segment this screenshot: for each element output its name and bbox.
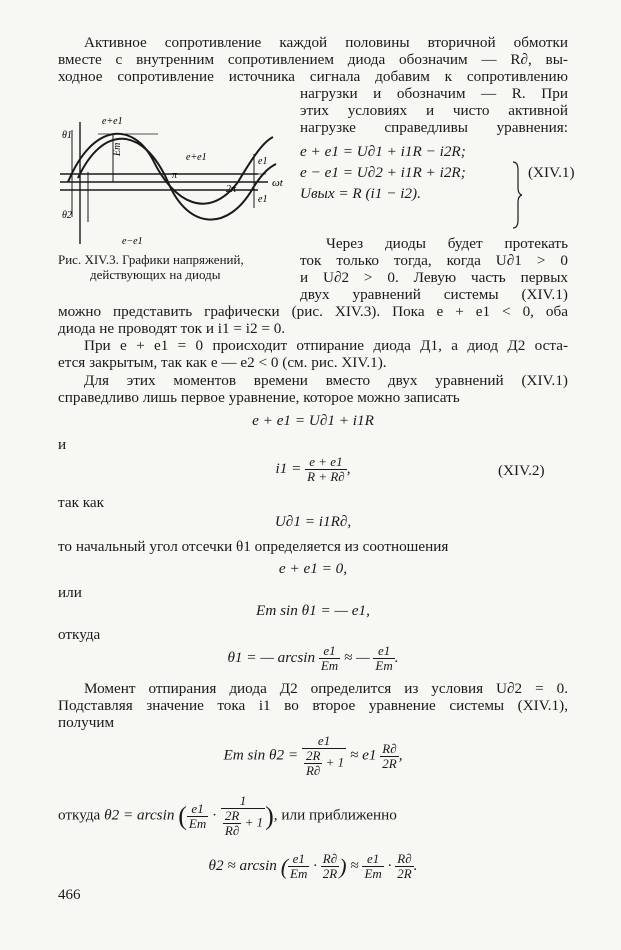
text-line: двух уравнений системы (XIV.1)	[300, 286, 568, 303]
equation-system-line-2: e − e1 = U∂2 + i1R + i2R;	[300, 164, 466, 181]
label-e1-bottom: e1	[258, 194, 268, 205]
label-e-plus-top: e+e1	[102, 116, 123, 127]
text-line: можно представить графически (рис. XIV.3). Пока e + e1 < 0, оба	[58, 303, 568, 320]
text-line: так как	[58, 494, 105, 511]
equation: e + e1 = U∂1 + i1R	[252, 412, 374, 429]
figure-caption: Рис. XIV.3. Графики напряжений,	[58, 252, 244, 267]
equation: Em sin θ1 = — e1,	[256, 602, 370, 619]
text-line: и	[58, 436, 67, 453]
page-number: 466	[58, 887, 81, 903]
equation-theta2-approx: θ2 ≈ arcsin ( $\frac{e1}{Em}$ · $\frac{R\partial}{2R}$ ) ≈ $\frac{e1}{Em}$ · $\frac{R\partial}{2R}$ .	[208, 851, 418, 881]
equation-theta1: θ1 = — arcsin $\frac{e1}{Em}$ ≈ — $\frac{e1}{Em}$ .	[227, 643, 399, 673]
text-line: нагрузки и обозначим — R. При	[300, 85, 568, 102]
label-2pi: 2π	[226, 184, 237, 195]
equation-theta2-exact: откуда θ2 = arcsin ( $\frac{e1}{Em}$ · 1 $\frac{2R}{R\partial}$ + 1 ), или приближенно	[58, 793, 397, 838]
equation-number: (XIV.2)	[498, 462, 545, 479]
text-line: ток только тогда, когда U∂1 > 0	[300, 252, 568, 269]
text-line: Подставляя значение тока i1 во второе уравнение системы (XIV.1),	[58, 697, 568, 714]
text-line: или	[58, 584, 82, 601]
text-line: справедливо лишь первое уравнение, которое можно записать	[58, 389, 460, 406]
text-line: то начальный угол отсечки θ1 определяется из соотношения	[58, 538, 449, 555]
system-brace	[512, 160, 522, 234]
text-line: Момент отпирания диода Д2 определится из условия U∂2 = 0.	[84, 680, 568, 697]
equation-number: (XIV.1)	[528, 164, 575, 181]
label-e-minus: e−e1	[122, 236, 143, 247]
label-pi: π	[172, 170, 178, 181]
text-line: ется закрытым, так как e — e2 < 0 (см. рис. XIV.1).	[58, 354, 387, 371]
text-line: нагрузке справедливы уравнения:	[300, 119, 568, 136]
label-e1-top: e1	[258, 156, 268, 167]
equation-xiv-2: i1 = $\frac{e + e1}{R + R\partial}$ ,	[275, 454, 351, 484]
label-em: Em	[112, 142, 123, 156]
text-line: этих условиях и чисто активной	[300, 102, 568, 119]
equation-sin-theta2: Em sin θ2 = e1 $\frac{2R}{R\partial}$ + 1 ≈ e1 $\frac{R\partial}{2R}$ ,	[223, 733, 403, 778]
label-theta1: θ1	[62, 130, 72, 141]
text-line: и U∂2 > 0. Левую часть первых	[300, 269, 568, 286]
figure-caption: действующих на диоды	[90, 267, 221, 282]
label-wt: ωt	[272, 177, 283, 189]
text-line: ходное сопротивление источника сигнала добавим к сопротивлению	[58, 68, 568, 85]
label-e-plus-right: e+e1	[186, 152, 207, 163]
text-line: получим	[58, 714, 115, 731]
text-line: откуда	[58, 626, 101, 643]
voltage-graph-figure	[58, 112, 294, 252]
text-line: диода не проводят ток и i1 = i2 = 0.	[58, 320, 286, 337]
text-line: вместе с внутренним сопротивлением диода обозначим — R∂, вы-	[58, 51, 568, 68]
equation-system-line-3: Uвых = R (i1 − i2).	[300, 185, 421, 202]
equation: U∂1 = i1R∂,	[274, 513, 352, 530]
text-line: Для этих моментов времени вместо двух уравнений (XIV.1)	[84, 372, 568, 389]
label-theta2: θ2	[62, 210, 72, 221]
text-line: При e + e1 = 0 происходит отпирание диода Д1, а диод Д2 оста-	[84, 337, 568, 354]
equation: e + e1 = 0,	[278, 560, 348, 577]
text-line: Через диоды будет протекать	[326, 235, 568, 252]
equation-system-line-1: e + e1 = U∂1 + i1R − i2R;	[300, 143, 466, 160]
text-line: Активное сопротивление каждой половины вторичной обмотки	[84, 34, 568, 51]
